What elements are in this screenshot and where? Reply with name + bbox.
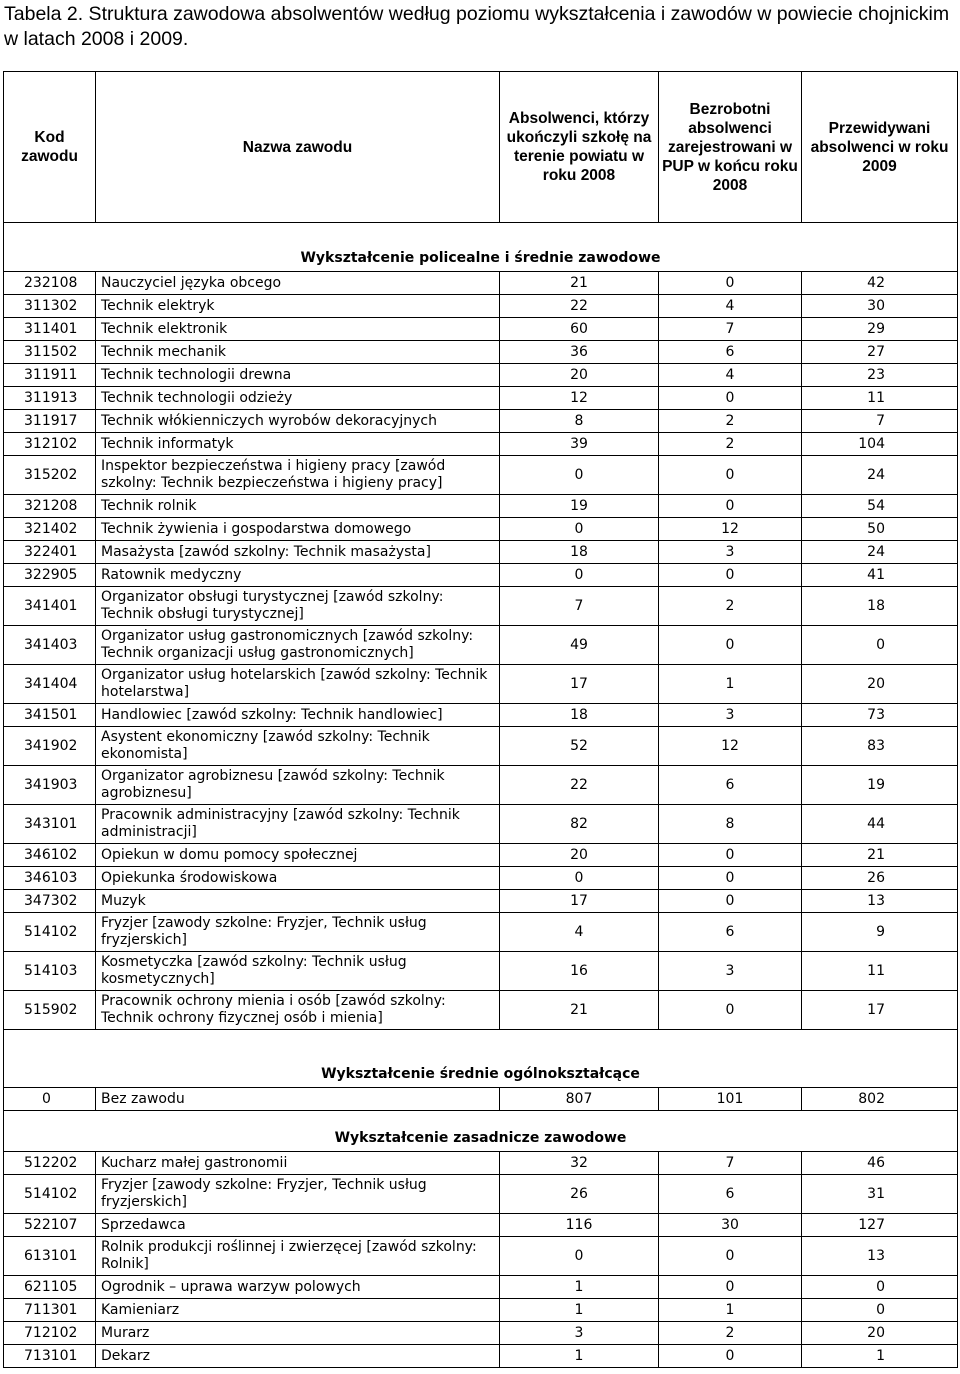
cell-bezrobotni: 101 [659, 1088, 802, 1111]
cell-kod: 0 [4, 1088, 96, 1111]
table-row [4, 318, 958, 341]
cell-kod: 311917 [4, 410, 96, 433]
cell-przewidywani: 104 [802, 433, 958, 456]
cell-bezrobotni: 0 [659, 867, 802, 890]
section-title: Wykształcenie zasadnicze zawodowe [4, 1111, 958, 1152]
table-row [4, 495, 958, 518]
cell-absolwenci: 0 [500, 518, 659, 541]
cell-bezrobotni: 7 [659, 1152, 802, 1175]
cell-przewidywani: 27 [802, 341, 958, 364]
table-row [4, 805, 958, 844]
cell-absolwenci: 22 [500, 295, 659, 318]
header-bezrobotni: Bezrobotni absolwenci zarejestrowani w PUP w końcu roku 2008 [659, 72, 802, 223]
cell-absolwenci: 82 [500, 805, 659, 844]
cell-nazwa: Organizator obsługi turystycznej [zawód szkolny: Technik obsługi turystycznej] [96, 587, 500, 626]
cell-nazwa: Technik elektronik [96, 318, 500, 341]
cell-przewidywani: 13 [802, 1237, 958, 1276]
cell-bezrobotni: 6 [659, 766, 802, 805]
cell-kod: 343101 [4, 805, 96, 844]
table-row [4, 364, 958, 387]
header-nazwa: Nazwa zawodu [96, 72, 500, 223]
table-row [4, 704, 958, 727]
cell-bezrobotni: 3 [659, 704, 802, 727]
cell-absolwenci: 21 [500, 272, 659, 295]
cell-bezrobotni: 0 [659, 1276, 802, 1299]
cell-nazwa: Pracownik ochrony mienia i osób [zawód szkolny: Technik ochrony fizycznej osób i mienia] [96, 991, 500, 1030]
table-row [4, 867, 958, 890]
header-kod: Kod zawodu [4, 72, 96, 223]
cell-nazwa: Muzyk [96, 890, 500, 913]
cell-absolwenci: 0 [500, 456, 659, 495]
cell-nazwa: Handlowiec [zawód szkolny: Technik handlowiec] [96, 704, 500, 727]
cell-kod: 347302 [4, 890, 96, 913]
cell-nazwa: Organizator usług hotelarskich [zawód szkolny: Technik hotelarstwa] [96, 665, 500, 704]
cell-bezrobotni: 6 [659, 1175, 802, 1214]
cell-absolwenci: 60 [500, 318, 659, 341]
cell-absolwenci: 0 [500, 1237, 659, 1276]
cell-nazwa: Rolnik produkcji roślinnej i zwierzęcej [zawód szkolny: Rolnik] [96, 1237, 500, 1276]
cell-nazwa: Technik włókienniczych wyrobów dekoracyjnych [96, 410, 500, 433]
cell-przewidywani: 0 [802, 1299, 958, 1322]
cell-kod: 311911 [4, 364, 96, 387]
cell-nazwa: Organizator usług gastronomicznych [zawód szkolny: Technik organizacji usług gastronomicznych] [96, 626, 500, 665]
cell-kod: 322401 [4, 541, 96, 564]
cell-kod: 346103 [4, 867, 96, 890]
cell-przewidywani: 42 [802, 272, 958, 295]
cell-absolwenci: 17 [500, 665, 659, 704]
cell-przewidywani: 54 [802, 495, 958, 518]
cell-nazwa: Inspektor bezpieczeństwa i higieny pracy [zawód szkolny: Technik bezpieczeństwa i higieny pracy] [96, 456, 500, 495]
cell-przewidywani: 19 [802, 766, 958, 805]
cell-kod: 341501 [4, 704, 96, 727]
cell-absolwenci: 8 [500, 410, 659, 433]
cell-przewidywani: 24 [802, 456, 958, 495]
cell-absolwenci: 807 [500, 1088, 659, 1111]
cell-przewidywani: 13 [802, 890, 958, 913]
section-title: Wykształcenie średnie ogólnokształcące [4, 1030, 958, 1088]
table-row [4, 518, 958, 541]
table-row [4, 541, 958, 564]
cell-absolwenci: 0 [500, 564, 659, 587]
cell-absolwenci: 1 [500, 1299, 659, 1322]
cell-nazwa: Technik technologii drewna [96, 364, 500, 387]
table-row [4, 1175, 958, 1214]
table-caption: Tabela 2. Struktura zawodowa absolwentów według poziomu wykształcenia i zawodów w powiecie chojnickim w latach 2008 i 2009. [4, 3, 950, 50]
cell-kod: 311502 [4, 341, 96, 364]
cell-kod: 713101 [4, 1345, 96, 1368]
table-row [4, 1322, 958, 1345]
cell-kod: 341902 [4, 727, 96, 766]
cell-kod: 514102 [4, 913, 96, 952]
section-row [4, 1111, 958, 1152]
cell-bezrobotni: 0 [659, 495, 802, 518]
cell-bezrobotni: 0 [659, 844, 802, 867]
section-title: Wykształcenie policealne i średnie zawodowe [4, 223, 958, 272]
cell-kod: 346102 [4, 844, 96, 867]
cell-bezrobotni: 2 [659, 433, 802, 456]
cell-absolwenci: 4 [500, 913, 659, 952]
cell-nazwa: Ratownik medyczny [96, 564, 500, 587]
table-row [4, 1276, 958, 1299]
cell-przewidywani: 0 [802, 626, 958, 665]
cell-przewidywani: 26 [802, 867, 958, 890]
cell-przewidywani: 83 [802, 727, 958, 766]
cell-bezrobotni: 0 [659, 387, 802, 410]
cell-kod: 341401 [4, 587, 96, 626]
cell-nazwa: Technik technologii odzieży [96, 387, 500, 410]
cell-absolwenci: 12 [500, 387, 659, 410]
cell-absolwenci: 36 [500, 341, 659, 364]
cell-absolwenci: 49 [500, 626, 659, 665]
cell-kod: 515902 [4, 991, 96, 1030]
cell-bezrobotni: 0 [659, 272, 802, 295]
cell-nazwa: Asystent ekonomiczny [zawód szkolny: Technik ekonomista] [96, 727, 500, 766]
cell-kod: 341403 [4, 626, 96, 665]
cell-absolwenci: 1 [500, 1276, 659, 1299]
cell-przewidywani: 29 [802, 318, 958, 341]
cell-nazwa: Opiekun w domu pomocy społecznej [96, 844, 500, 867]
cell-bezrobotni: 1 [659, 1299, 802, 1322]
cell-nazwa: Fryzjer [zawody szkolne: Fryzjer, Technik usług fryzjerskich] [96, 1175, 500, 1214]
cell-przewidywani: 11 [802, 387, 958, 410]
table-row [4, 410, 958, 433]
table-row [4, 433, 958, 456]
cell-bezrobotni: 0 [659, 890, 802, 913]
cell-przewidywani: 18 [802, 587, 958, 626]
cell-przewidywani: 46 [802, 1152, 958, 1175]
cell-przewidywani: 30 [802, 295, 958, 318]
cell-przewidywani: 44 [802, 805, 958, 844]
cell-bezrobotni: 8 [659, 805, 802, 844]
cell-bezrobotni: 12 [659, 727, 802, 766]
cell-nazwa: Kamieniarz [96, 1299, 500, 1322]
table-row [4, 766, 958, 805]
table-row [4, 890, 958, 913]
cell-nazwa: Kosmetyczka [zawód szkolny: Technik usług kosmetycznych] [96, 952, 500, 991]
cell-kod: 315202 [4, 456, 96, 495]
cell-przewidywani: 31 [802, 1175, 958, 1214]
cell-kod: 321402 [4, 518, 96, 541]
cell-absolwenci: 7 [500, 587, 659, 626]
cell-nazwa: Murarz [96, 1322, 500, 1345]
cell-absolwenci: 18 [500, 541, 659, 564]
cell-kod: 321208 [4, 495, 96, 518]
cell-nazwa: Bez zawodu [96, 1088, 500, 1111]
table-row [4, 844, 958, 867]
cell-przewidywani: 17 [802, 991, 958, 1030]
cell-absolwenci: 3 [500, 1322, 659, 1345]
cell-przewidywani: 23 [802, 364, 958, 387]
cell-kod: 312102 [4, 433, 96, 456]
cell-bezrobotni: 1 [659, 665, 802, 704]
table-row [4, 564, 958, 587]
cell-nazwa: Ogrodnik – uprawa warzyw polowych [96, 1276, 500, 1299]
cell-absolwenci: 0 [500, 867, 659, 890]
cell-bezrobotni: 4 [659, 295, 802, 318]
cell-absolwenci: 20 [500, 844, 659, 867]
table-row [4, 952, 958, 991]
cell-nazwa: Technik rolnik [96, 495, 500, 518]
cell-przewidywani: 1 [802, 1345, 958, 1368]
cell-absolwenci: 52 [500, 727, 659, 766]
cell-przewidywani: 11 [802, 952, 958, 991]
header-absolwenci: Absolwenci, którzy ukończyli szkołę na terenie powiatu w roku 2008 [500, 72, 659, 223]
table-row [4, 626, 958, 665]
cell-absolwenci: 19 [500, 495, 659, 518]
cell-kod: 711301 [4, 1299, 96, 1322]
graduates-table [3, 71, 958, 1368]
table-row [4, 727, 958, 766]
cell-bezrobotni: 6 [659, 913, 802, 952]
cell-absolwenci: 20 [500, 364, 659, 387]
table-body [4, 223, 958, 1368]
header-row [4, 72, 958, 223]
cell-bezrobotni: 2 [659, 587, 802, 626]
cell-nazwa: Dekarz [96, 1345, 500, 1368]
cell-nazwa: Sprzedawca [96, 1214, 500, 1237]
cell-bezrobotni: 0 [659, 456, 802, 495]
cell-przewidywani: 9 [802, 913, 958, 952]
cell-kod: 613101 [4, 1237, 96, 1276]
cell-przewidywani: 24 [802, 541, 958, 564]
cell-przewidywani: 7 [802, 410, 958, 433]
cell-bezrobotni: 6 [659, 341, 802, 364]
cell-bezrobotni: 3 [659, 952, 802, 991]
table-row [4, 1214, 958, 1237]
cell-bezrobotni: 0 [659, 1345, 802, 1368]
header-przewidywani: Przewidywani absolwenci w roku 2009 [802, 72, 958, 223]
cell-absolwenci: 116 [500, 1214, 659, 1237]
cell-bezrobotni: 30 [659, 1214, 802, 1237]
cell-kod: 322905 [4, 564, 96, 587]
table-row [4, 1237, 958, 1276]
cell-absolwenci: 39 [500, 433, 659, 456]
cell-kod: 341903 [4, 766, 96, 805]
cell-bezrobotni: 4 [659, 364, 802, 387]
table-row [4, 456, 958, 495]
cell-przewidywani: 127 [802, 1214, 958, 1237]
cell-kod: 341404 [4, 665, 96, 704]
cell-nazwa: Organizator agrobiznesu [zawód szkolny: Technik agrobiznesu] [96, 766, 500, 805]
cell-absolwenci: 17 [500, 890, 659, 913]
cell-nazwa: Technik mechanik [96, 341, 500, 364]
cell-kod: 512202 [4, 1152, 96, 1175]
table-row [4, 1299, 958, 1322]
cell-nazwa: Opiekunka środowiskowa [96, 867, 500, 890]
section-row [4, 1030, 958, 1088]
table-row [4, 387, 958, 410]
table-row [4, 1152, 958, 1175]
cell-kod: 712102 [4, 1322, 96, 1345]
cell-nazwa: Technik elektryk [96, 295, 500, 318]
cell-absolwenci: 1 [500, 1345, 659, 1368]
cell-kod: 232108 [4, 272, 96, 295]
table-row [4, 295, 958, 318]
table-row [4, 341, 958, 364]
cell-przewidywani: 20 [802, 665, 958, 704]
cell-przewidywani: 73 [802, 704, 958, 727]
table-row [4, 272, 958, 295]
cell-kod: 621105 [4, 1276, 96, 1299]
table-row [4, 587, 958, 626]
cell-bezrobotni: 12 [659, 518, 802, 541]
cell-bezrobotni: 3 [659, 541, 802, 564]
cell-bezrobotni: 2 [659, 1322, 802, 1345]
cell-bezrobotni: 0 [659, 564, 802, 587]
cell-absolwenci: 16 [500, 952, 659, 991]
cell-nazwa: Technik żywienia i gospodarstwa domowego [96, 518, 500, 541]
cell-bezrobotni: 0 [659, 1237, 802, 1276]
cell-przewidywani: 21 [802, 844, 958, 867]
cell-przewidywani: 802 [802, 1088, 958, 1111]
table-row [4, 1345, 958, 1368]
cell-przewidywani: 41 [802, 564, 958, 587]
cell-kod: 522107 [4, 1214, 96, 1237]
cell-absolwenci: 26 [500, 1175, 659, 1214]
cell-bezrobotni: 0 [659, 626, 802, 665]
cell-kod: 514103 [4, 952, 96, 991]
cell-absolwenci: 32 [500, 1152, 659, 1175]
cell-nazwa: Pracownik administracyjny [zawód szkolny: Technik administracji] [96, 805, 500, 844]
cell-absolwenci: 18 [500, 704, 659, 727]
cell-kod: 311913 [4, 387, 96, 410]
cell-kod: 311401 [4, 318, 96, 341]
section-row [4, 223, 958, 272]
cell-przewidywani: 20 [802, 1322, 958, 1345]
cell-nazwa: Kucharz małej gastronomii [96, 1152, 500, 1175]
cell-absolwenci: 21 [500, 991, 659, 1030]
cell-kod: 311302 [4, 295, 96, 318]
cell-absolwenci: 22 [500, 766, 659, 805]
table-row [4, 913, 958, 952]
table-row [4, 991, 958, 1030]
cell-nazwa: Nauczyciel języka obcego [96, 272, 500, 295]
table-row [4, 1088, 958, 1111]
cell-nazwa: Masażysta [zawód szkolny: Technik masażysta] [96, 541, 500, 564]
cell-przewidywani: 50 [802, 518, 958, 541]
cell-bezrobotni: 0 [659, 991, 802, 1030]
cell-nazwa: Technik informatyk [96, 433, 500, 456]
table-row [4, 665, 958, 704]
cell-nazwa: Fryzjer [zawody szkolne: Fryzjer, Technik usług fryzjerskich] [96, 913, 500, 952]
cell-bezrobotni: 2 [659, 410, 802, 433]
cell-kod: 514102 [4, 1175, 96, 1214]
cell-przewidywani: 0 [802, 1276, 958, 1299]
cell-bezrobotni: 7 [659, 318, 802, 341]
